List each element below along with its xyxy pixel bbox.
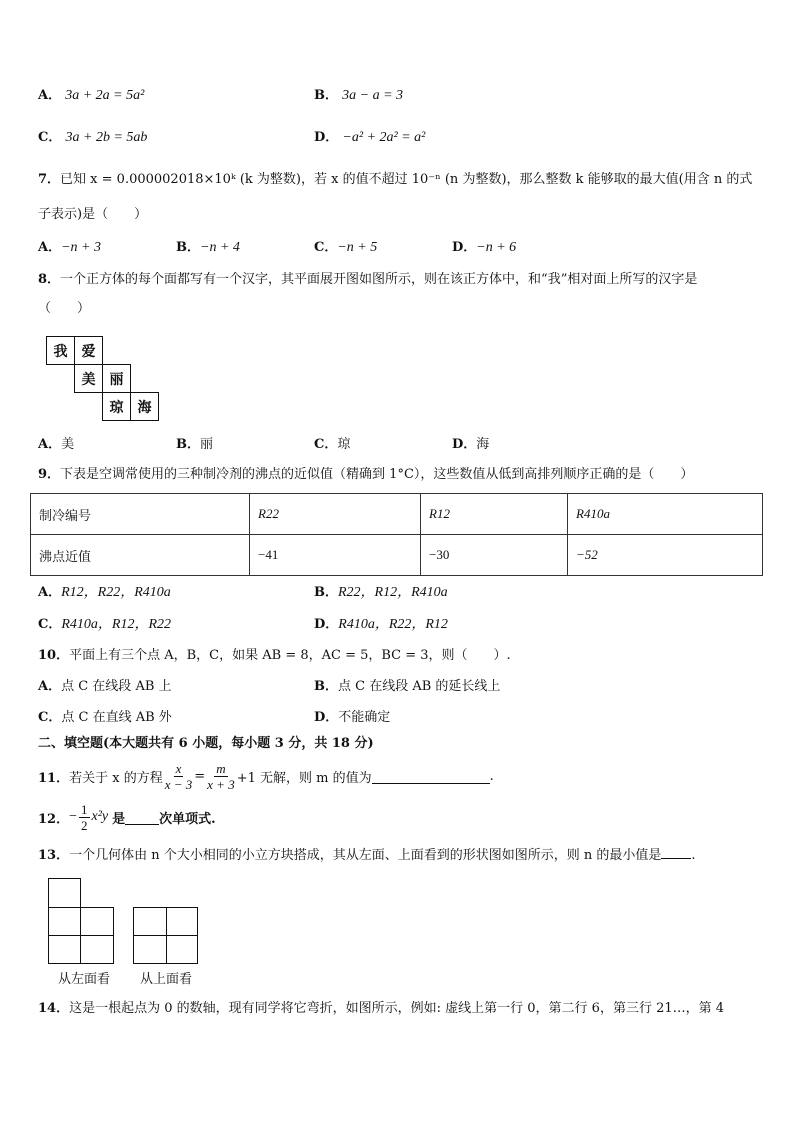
table-cell: −41 <box>250 535 421 576</box>
q10-stem <box>38 646 511 666</box>
q8-option-a <box>38 435 74 455</box>
view-cell <box>133 907 167 936</box>
option-label: B． <box>314 88 338 103</box>
option-text: 丽 <box>200 437 214 452</box>
option-label: D． <box>452 240 477 255</box>
period: . <box>489 768 494 784</box>
option-label: C． <box>38 130 62 145</box>
view-cell <box>48 935 81 964</box>
table-row <box>31 535 763 576</box>
option-label: C． <box>38 710 62 725</box>
boiling-point-table <box>30 493 763 576</box>
equals-sign: = <box>194 768 206 784</box>
view-cell <box>80 935 114 964</box>
fraction <box>79 802 90 833</box>
figure-caption-left: 从左面看 <box>58 972 111 987</box>
view-cell <box>48 878 81 908</box>
q14-stem <box>38 999 724 1019</box>
question-number: 14． <box>38 1001 70 1016</box>
option-text: 美 <box>61 437 75 452</box>
net-cell: 丽 <box>102 364 131 393</box>
option-text: 不能确定 <box>338 710 391 725</box>
option-label: B． <box>176 240 200 255</box>
denominator: x − 3 <box>164 776 193 792</box>
table-row <box>31 494 763 535</box>
q7-option-c <box>314 238 377 258</box>
period: . <box>691 848 696 863</box>
q7-stem-line1 <box>38 170 752 190</box>
q6-option-c <box>38 128 147 148</box>
question-text: 若关于 x 的方程 <box>69 770 163 786</box>
question-number: 9． <box>38 467 61 482</box>
q8-option-b <box>176 435 213 455</box>
option-label: D． <box>452 437 477 452</box>
option-expr: −n + 6 <box>476 240 517 255</box>
option-text: 海 <box>476 437 490 452</box>
view-cell <box>133 935 167 964</box>
table-cell: R22 <box>250 494 421 535</box>
option-label: D． <box>314 617 339 632</box>
q10-option-c <box>38 708 172 728</box>
answer-blank[interactable] <box>125 810 159 825</box>
numerator: x <box>175 760 182 776</box>
q10-option-d <box>314 708 390 728</box>
option-text: R22，R12，R410a <box>338 585 448 600</box>
option-text: R410a，R12，R22 <box>61 617 172 632</box>
answer-blank[interactable] <box>372 769 490 784</box>
q9-option-b <box>314 583 448 603</box>
option-expr: −n + 5 <box>337 240 378 255</box>
option-label: C． <box>314 240 338 255</box>
view-cell <box>166 935 198 964</box>
net-cell: 海 <box>130 392 159 421</box>
question-number: 11． <box>38 770 70 786</box>
net-cell: 爱 <box>74 336 103 365</box>
question-number: 13． <box>38 848 70 863</box>
q11-stem <box>38 757 494 795</box>
table-cell: R410a <box>568 494 763 535</box>
q7-option-a <box>38 238 101 258</box>
option-expr: 3a − a = 3 <box>342 88 404 103</box>
question-text: 平面上有三个点 A，B，C，如果 AB = 8，AC = 5，BC = 3，则（ ）. <box>69 648 511 663</box>
option-text: R12，R22，R410a <box>61 585 171 600</box>
question-text: +1 无解，则 m 的值为 <box>236 770 372 786</box>
option-text: R410a，R22，R12 <box>338 617 448 632</box>
option-text: 点 C 在直线 AB 外 <box>61 710 172 725</box>
option-expr: 3a + 2a = 5a² <box>65 88 145 103</box>
q9-option-c <box>38 615 171 635</box>
net-cell: 琼 <box>102 392 131 421</box>
q8-stem-line2: （ ） <box>38 301 91 316</box>
option-text: 点 C 在线段 AB 的延长线上 <box>338 679 501 694</box>
fraction <box>165 761 193 792</box>
fraction <box>207 761 235 792</box>
option-expr: 3a + 2b = 5ab <box>65 130 148 145</box>
option-text: 琼 <box>337 437 351 452</box>
q9-option-a <box>38 583 171 603</box>
q10-option-a <box>38 677 172 697</box>
q6-option-a <box>38 86 144 106</box>
net-cell: 美 <box>74 364 103 393</box>
q6-option-b <box>314 86 403 106</box>
question-text: 次单项式. <box>159 811 216 827</box>
option-label: A． <box>38 585 62 600</box>
view-cell <box>166 907 198 936</box>
q9-option-d <box>314 615 448 635</box>
option-label: B． <box>314 679 338 694</box>
numerator: m <box>216 760 226 776</box>
figure-caption-top: 从上面看 <box>140 972 193 987</box>
question-text: 一个几何体由 n 个大小相同的小立方块搭成，其从左面、上面看到的形状图如图所示，则 n 的最小值是 <box>69 848 662 863</box>
question-number: 12． <box>38 811 70 827</box>
view-cell <box>80 907 114 936</box>
option-label: D． <box>314 130 339 145</box>
net-cell: 我 <box>46 336 75 365</box>
q7-option-b <box>176 238 240 258</box>
denominator: 2 <box>81 817 88 833</box>
question-number: 8． <box>38 272 61 287</box>
option-label: C． <box>38 617 62 632</box>
question-text: 已知 x = 0.000002018×10ᵏ (k 为整数)，若 x 的值不超过 10⁻ⁿ (n 为整数)，那么整数 k 能够取的最大值(用含 n 的式 <box>60 172 753 187</box>
question-text: 一个正方体的每个面都写有一个汉字，其平面展开图如图所示，则在该正方体中，和“我”相对面上所写的汉字是 <box>60 272 698 287</box>
option-expr: −n + 4 <box>200 240 240 255</box>
table-cell: 制冷编号 <box>31 494 250 535</box>
minus-sign: − <box>69 809 77 824</box>
q8-option-c <box>314 435 350 455</box>
q7-stem-line2: 子表示)是（ ） <box>38 207 148 222</box>
question-number: 10． <box>38 648 70 663</box>
monomial: x²y <box>91 809 109 824</box>
q13-stem <box>38 844 696 866</box>
q9-stem <box>38 465 693 485</box>
question-text: 下表是空调常使用的三种制冷剂的沸点的近似值（精确到 1°C），这些数值从低到高排列顺序正确的是（ ） <box>60 467 694 482</box>
option-label: C． <box>314 437 338 452</box>
q6-option-d <box>314 128 425 148</box>
denominator: x + 3 <box>207 776 235 792</box>
question-text: 是 <box>112 811 126 827</box>
table-cell: 沸点近值 <box>31 535 250 576</box>
table-cell: R12 <box>421 494 568 535</box>
option-text: 点 C 在线段 AB 上 <box>61 679 172 694</box>
q8-option-d <box>452 435 489 455</box>
question-text: 这是一根起点为 0 的数轴，现有同学将它弯折，如图所示，例如: 虚线上第一行 0，第二行 6，第三行 21…，第 4 <box>69 1001 725 1016</box>
option-label: B． <box>176 437 200 452</box>
q8-stem-line1 <box>38 270 697 290</box>
table-cell: −52 <box>568 535 763 576</box>
answer-blank[interactable] <box>661 844 691 859</box>
q10-option-b <box>314 677 500 697</box>
option-expr: −a² + 2a² = a² <box>342 130 426 145</box>
option-label: B． <box>314 585 338 600</box>
option-label: A． <box>38 437 62 452</box>
section-title: 二、填空题(本大题共有 6 小题，每小题 3 分，共 18 分) <box>38 736 374 751</box>
option-label: D． <box>314 710 339 725</box>
q12-stem <box>38 799 216 835</box>
option-expr: −n + 3 <box>61 240 101 255</box>
question-number: 7． <box>38 172 61 187</box>
option-label: A． <box>38 88 62 103</box>
q7-option-d <box>452 238 516 258</box>
view-cell <box>48 907 81 936</box>
table-cell: −30 <box>421 535 568 576</box>
numerator: 1 <box>81 801 88 817</box>
option-label: A． <box>38 679 62 694</box>
option-label: A． <box>38 240 62 255</box>
